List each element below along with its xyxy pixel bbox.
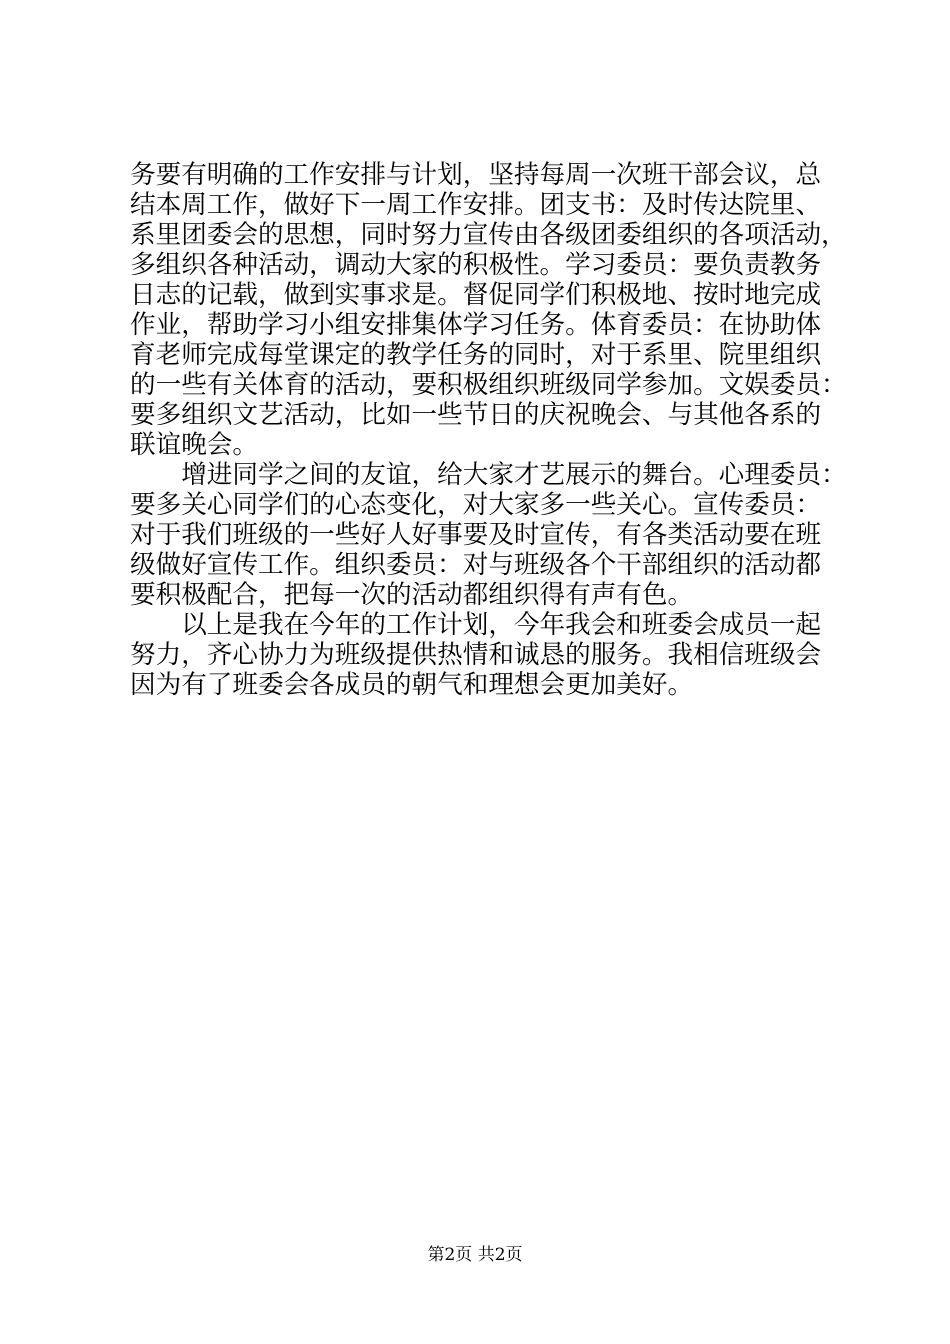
text-line: 育老师完成每堂课定的教学任务的同时，对于系里、院里组织 (130, 340, 822, 370)
text-line: 作业，帮助学习小组安排集体学习任务。体育委员：在协助体 (130, 310, 822, 340)
text-line: 要积极配合，把每一次的活动都组织得有声有色。 (130, 580, 694, 610)
page-number-footer: 第2页 共2页 (427, 1245, 523, 1265)
text-line: 以上是我在今年的工作计划，今年我会和班委会成员一起 (130, 610, 822, 640)
text-line: 对于我们班级的一些好人好事要及时宣传，有各类活动要在班 (130, 520, 822, 550)
document-body (130, 160, 847, 700)
text-line: 日志的记载，做到实事求是。督促同学们积极地、按时地完成 (130, 280, 822, 310)
text-line: 多组织各种活动，调动大家的积极性。学习委员：要负责教务 (130, 250, 822, 280)
text-line: 的一些有关体育的活动，要积极组织班级同学参加。文娱委员： (130, 370, 847, 400)
text-line: 因为有了班委会各成员的朝气和理想会更加美好。 (130, 670, 694, 700)
text-line: 联谊晚会。 (130, 430, 258, 460)
text-line: 系里团委会的思想，同时努力宣传由各级团委组织的各项活动， (130, 220, 847, 250)
text-line: 级做好宣传工作。组织委员：对与班级各个干部组织的活动都 (130, 550, 822, 580)
text-line: 要多关心同学们的心态变化，对大家多一些关心。宣传委员： (130, 490, 822, 520)
text-line: 增进同学之间的友谊，给大家才艺展示的舞台。心理委员： (130, 460, 847, 490)
text-line: 努力，齐心协力为班级提供热情和诚恳的服务。我相信班级会 (130, 640, 822, 670)
text-line: 务要有明确的工作安排与计划，坚持每周一次班干部会议，总 (130, 160, 822, 190)
text-line: 结本周工作，做好下一周工作安排。团支书：及时传达院里、 (130, 190, 822, 220)
text-line: 要多组织文艺活动，比如一些节日的庆祝晚会、与其他各系的 (130, 400, 822, 430)
